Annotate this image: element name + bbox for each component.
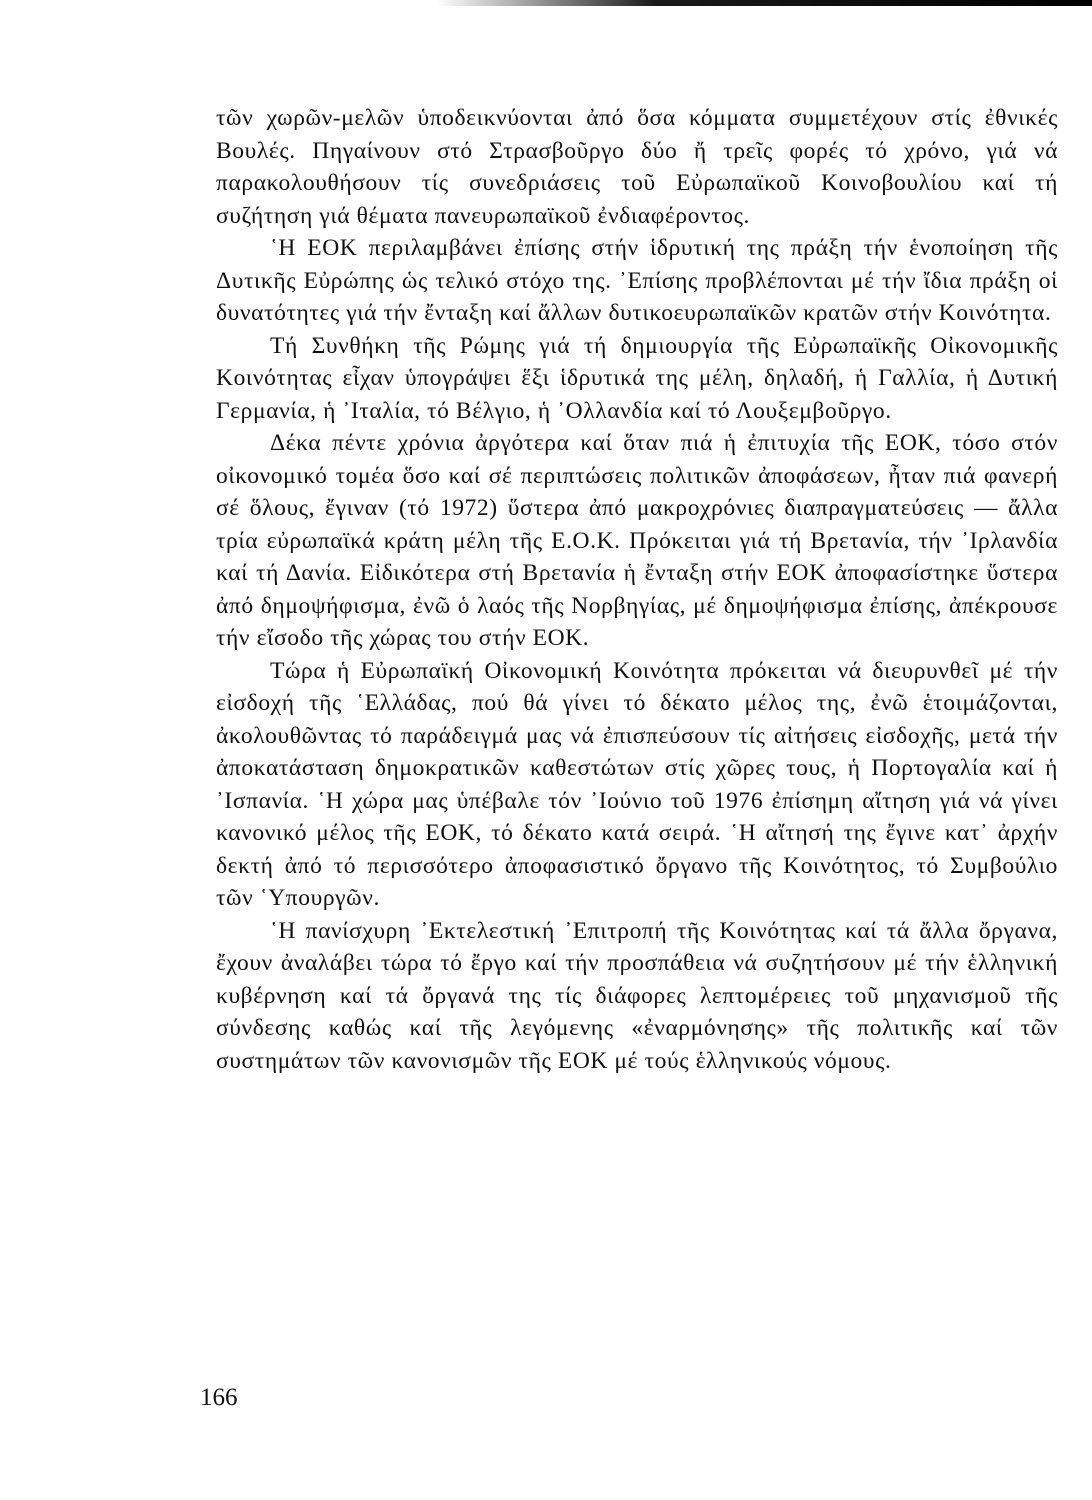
page-number: 166 [200,1384,238,1411]
paragraph: Τώρα ἡ Εὐρωπαϊκή Οἰκονομική Κοινότητα πρόκειται νά διευρυνθεῖ μέ τήν εἰσδοχή τῆς ῾Ελλάδας, πού θά γίνει τό δέκατο μέλος της, ἐνῶ ἑτοιμάζονται, ἀκολουθῶντας τό παράδειγμά μας νά ἐπισπεύσουν τίς αἰτήσεις εἰσδοχῆς, μετά τήν ἀποκατάσταση δημοκρατικῶν καθεστώτων στίς χῶρες τους, ἡ Πορτογαλία καί ἡ ᾿Ισπανία. ῾Η χώρα μας ὑπέβαλε τόν ᾿Ιούνιο τοῦ 1976 ἐπίσημη αἴτηση γιά νά γίνει κανονικό μέλος τῆς ΕΟΚ, τό δέκατο κατά σειρά. ῾Η αἴτησή της ἔγινε κατ᾿ ἀρχήν δεκτή ἀπό τό περισσότερο ἀποφασιστικό ὄργανο τῆς Κοινότητος, τό Συμβούλιο τῶν ῾Υπουργῶν. [216,657,1058,911]
paragraph: Δέκα πέντε χρόνια ἀργότερα καί ὅταν πιά ἡ ἐπιτυχία τῆς ΕΟΚ, τόσο στόν οἰκονομικό τομέα ὅσο καί σέ περιπτώσεις πολιτικῶν ἀποφάσεων, ἦταν πιά φανερή σέ ὅλους, ἔγιναν (τό 1972) ὕστερα ἀπό μακροχρόνιες διαπραγματεύσεις — ἄλλα τρία εὐρωπαϊκά κράτη μέλη τῆς Ε.Ο.Κ. Πρόκειται γιά τή Βρετανία, τήν ᾿Ιρλανδία καί τή Δανία. Εἰδικότερα στή Βρετανία ἡ ἔνταξη στήν ΕΟΚ ἀποφασίστηκε ὕστερα ἀπό δημοψήφισμα, ἐνῶ ὁ λαός τῆς Νορβηγίας, μέ δημοψήφισμα ἐπίσης, ἀπέκρουσε τήν εἴσοδο τῆς χώρας του στήν ΕΟΚ. [216,430,1058,651]
body-text [216,102,1058,1077]
paragraph: ῾Η πανίσχυρη ᾿Εκτελεστική ᾿Επιτροπή τῆς Κοινότητας καί τά ἄλλα ὄργανα, ἔχουν ἀναλάβει τώρα τό ἔργο καί τήν προσπάθεια νά συζητήσουν μέ τήν ἑλληνική κυβέρνηση καί τά ὄργανά της τίς διάφορες λεπτομέρειες τοῦ μηχανισμοῦ τῆς σύνδεσης καθώς καί τῆς λεγόμενης «ἐναρμόνησης» τῆς πολιτικῆς καί τῶν συστημάτων τῶν κανονισμῶν τῆς ΕΟΚ μέ τούς ἑλληνικούς νόμους. [216,917,1058,1074]
scan-edge [0,0,1092,6]
paragraph: τῶν χωρῶν-μελῶν ὑποδεικνύονται ἀπό ὅσα κόμματα συμμετέχουν στίς ἐθνικές Βουλές. Πηγαίνουν στό Στρασβοῦργο δύο ἤ τρεῖς φορές τό χρόνο, γιά νά παρακολουθήσουν τίς συνεδριάσεις τοῦ Εὐρωπαϊκοῦ Κοινοβουλίου καί τή συζήτηση γιά θέματα πανευρωπαϊκοῦ ἐνδιαφέροντος. [216,105,1058,229]
paragraph: Τή Συνθήκη τῆς Ρώμης γιά τή δημιουργία τῆς Εὐρωπαϊκῆς Οἰκονομικῆς Κοινότητας εἶχαν ὑπογράψει ἕξι ἱδρυτικά της μέλη, δηλαδή, ἡ Γαλλία, ἡ Δυτική Γερμανία, ἡ ᾿Ιταλία, τό Βέλγιο, ἡ ᾿Ολλανδία καί τό Λουξεμβοῦργο. [216,332,1058,424]
paragraph: ῾Η ΕΟΚ περιλαμβάνει ἐπίσης στήν ἱδρυτική της πράξη τήν ἑνοποίηση τῆς Δυτικῆς Εὐρώπης ὡς τελικό στόχο της. ᾿Επίσης προβλέπονται μέ τήν ἴδια πράξη οἱ δυνατότητες γιά τήν ἔνταξη καί ἄλλων δυτικοευρωπαϊκῶν κρατῶν στήν Κοινότητα. [216,235,1058,326]
